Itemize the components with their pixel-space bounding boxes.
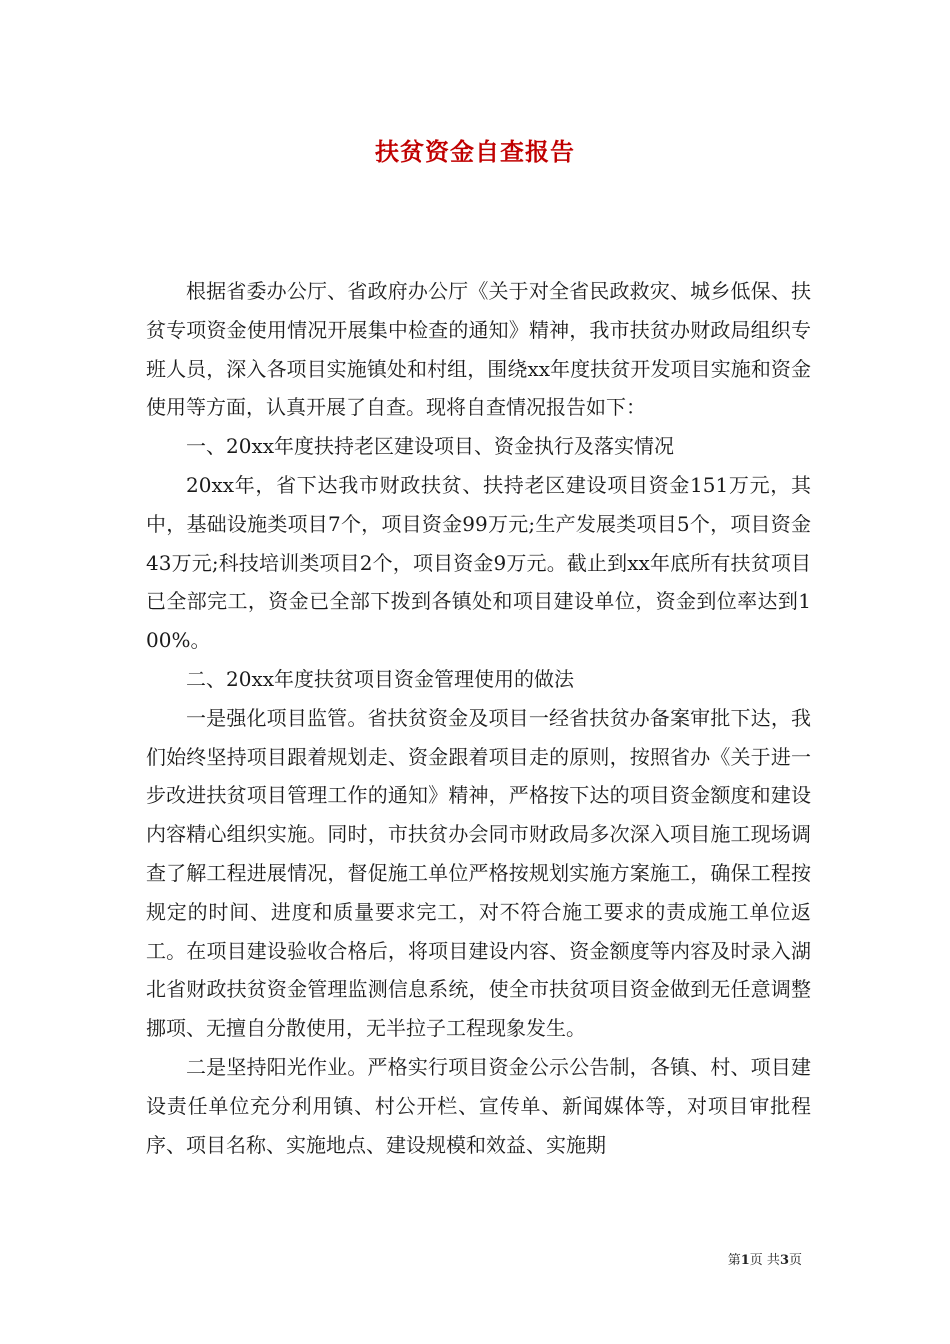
section-heading-2: 二、20xx年度扶贫项目资金管理使用的做法 <box>186 666 575 691</box>
document-title: 扶贫资金自查报告 <box>375 137 575 166</box>
footer-total-pages: 3 <box>779 1253 789 1268</box>
footer-current-page: 1 <box>740 1253 750 1268</box>
paragraph-transparency: 二是坚持阳光作业。严格实行项目资金公示公告制，各镇、村、项目建设责任单位充分利用镇、村公开栏、宣传单、新闻媒体等，对项目审批程序、项目名称、实施地点、建设规模和效益、实施期 <box>146 1054 811 1157</box>
paragraph-supervision: 一是强化项目监管。省扶贫资金及项目一经省扶贫办备案审批下达，我们始终坚持项目跟着规划走、资金跟着项目走的原则，按照省办《关于进一步改进扶贫项目管理工作的通知》精神，严格按下达的项目资金额度和建设内容精心组织实施。同时，市扶贫办会同市财政局多次深入项目施工现场调查了解工程进展情况，督促施工单位严格按规划实施方案施工，确保工程按规定的时间、进度和质量要求完工，对不符合施工要求的责成施工单位返工。在项目建设验收合格后，将项目建设内容、资金额度等内容及时录入湖北省财政扶贫资金管理监测信息系统，使全市扶贫项目资金做到无任意调整挪项、无擅自分散使用，无半拉子工程现象发生。 <box>146 705 811 1041</box>
footer-middle: 页 共 <box>749 1253 780 1268</box>
section-heading-1: 一、20xx年度扶持老区建设项目、资金执行及落实情况 <box>186 434 675 459</box>
document-body <box>146 272 811 1164</box>
paragraph-funds: 20xx年，省下达我市财政扶贫、扶持老区建设项目资金151万元，其中，基础设施类项目7个，项目资金99万元;生产发展类项目5个，项目资金43万元;科技培训类项目2个，项目资金9万元。截止到xx年底所有扶贫项目已全部完工，资金已全部下拨到各镇处和项目建设单位，资金到位率达到100%。 <box>146 472 811 653</box>
paragraph-intro: 根据省委办公厅、省政府办公厅《关于对全省民政救灾、城乡低保、扶贫专项资金使用情况开展集中检查的通知》精神，我市扶贫办财政局组织专班人员，深入各项目实施镇处和村组，围绕xx年度扶贫开发项目实施和资金使用等方面，认真开展了自查。现将自查情况报告如下： <box>146 279 811 420</box>
footer-prefix: 第 <box>727 1253 741 1268</box>
page-number-footer <box>728 1249 802 1268</box>
footer-suffix: 页 <box>788 1253 802 1268</box>
